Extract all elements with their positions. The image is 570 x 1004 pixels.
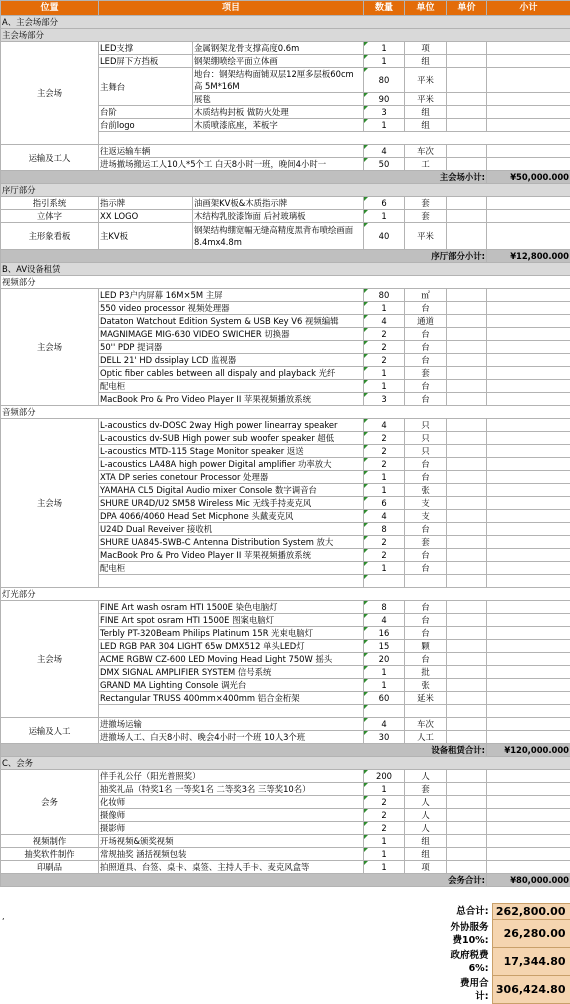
table-row: 主形象看板 主KV板 钢架结构绷宽幅无缝高精度黑背布喷绘画面8.4mx4.8m 40 平米	[1, 223, 570, 250]
header-row	[1, 1, 570, 16]
table-row: DELL 21' HD dssiplay LCD 监视器 2 台	[1, 354, 570, 367]
table-row: GRAND MA Lighting Console 调光台 1 张	[1, 679, 570, 692]
table-row: 视频制作 开场视频&颁奖视频 1 组	[1, 835, 570, 848]
table-row: 抽奖礼品（特奖1名 一等奖1名 二等奖3名 三等奖10名） 1 套	[1, 783, 570, 796]
table-row: 台前logo 木质喷漆底座，苯板字 1 组	[1, 119, 570, 132]
subsection-row: 主会场部分	[1, 29, 570, 42]
table-row: 主会场 L-acoustics dv-DOSC 2way High power linearray speaker 4 只	[1, 419, 570, 432]
section-row: A、主会场部分	[1, 16, 570, 29]
table-row: LED屏下方挡板 钢架绷喷绘平面立体画 1 组	[1, 55, 570, 68]
table-row: XTA DP series conetour Processor 处理器 1 台	[1, 471, 570, 484]
section-row: B、AV设备租赁	[1, 263, 570, 276]
subsection-row: 音频部分	[1, 406, 570, 419]
section-row: 序厅部分	[1, 184, 570, 197]
table-row: ACME RGBW CZ-600 LED Moving Head Light 750W 摇头 20 台	[1, 653, 570, 666]
table-row: Dataton Watchout Edition System & USB Key V6 视频编辑 4 通道	[1, 315, 570, 328]
table-row: 指引系统 指示牌 油画架KV板&木质指示牌 6 套	[1, 197, 570, 210]
col-price: 单价	[447, 1, 487, 16]
group-label: 运输及人工	[1, 718, 99, 744]
table-row: MAGNIMAGE MIG-630 VIDEO SWICHER 切换器 2 台	[1, 328, 570, 341]
table-row: SHURE UA845-SWB-C Antenna Distribution System 放大 2 套	[1, 536, 570, 549]
section-row: C、会务	[1, 757, 570, 770]
subtotal-row: 会务合计: ¥80,000.000	[1, 874, 570, 887]
table-row: 运输及人工 进撤场运输 4 车次	[1, 718, 570, 731]
table-row: L-acoustics dv-SUB High power sub woofer speaker 超低 2 只	[1, 432, 570, 445]
table-row: L-acoustics LA48A high power Digital amplifier 功率放大 2 台	[1, 458, 570, 471]
table-row: MacBook Pro & Pro Video Player II 苹果视频播放系统 3 台	[1, 393, 570, 406]
total-row: 政府税费 6%: 17,344.80	[0, 948, 570, 976]
table-row: LED RGB PAR 304 LIGHT 65w DMX512 单头LED灯 15 颗	[1, 640, 570, 653]
table-row: U24D Dual Reveiver 接收机 8 台	[1, 523, 570, 536]
table-row: 主会场 FINE Art wash osram HTI 1500E 染色电脑灯 8 台	[1, 601, 570, 614]
table-row: FINE Art spot osram HTI 1500E 图案电脑灯 4 台	[1, 614, 570, 627]
total-row: 费用合 计: 306,424.80	[0, 976, 570, 1004]
group-label: 主会场	[1, 289, 99, 406]
table-row: 进场撤场搬运工人10人*5个工 白天8小时一班，晚间4小时一 50 工	[1, 158, 570, 171]
table-row: 主舞台 地台：钢架结构面铺双层12厘多层板60cm高 5M*16M 80 平米	[1, 68, 570, 93]
table-row: MacBook Pro & Pro Video Player II 苹果视频播放系统 2 台	[1, 549, 570, 562]
col-item: 项目	[99, 1, 364, 16]
group-label: 运输及工人	[1, 145, 99, 171]
table-row: DMX SIGNAL AMPLIFIER SYSTEM 信号系统 1 批	[1, 666, 570, 679]
subsection-row: 灯光部分	[1, 588, 570, 601]
subsection-row: 视频部分	[1, 276, 570, 289]
table-row: 主会场 LED支撑 金属钢架龙骨支撑高度0.6m 1 项	[1, 42, 570, 55]
table-row: 台阶 木质结构封板 做防火处理 3 组	[1, 106, 570, 119]
table-row: 50'' PDP 提词器 2 台	[1, 341, 570, 354]
subtotal-row: 主会场小计: ¥50,000.000	[1, 171, 570, 184]
table-row: 立体字 XX LOGO 木结构乳胶漆饰面 后衬玻璃板 1 套	[1, 210, 570, 223]
table-row: 摄像师 2 人	[1, 809, 570, 822]
table-row: 会务 伴手礼公仔（阳光普照奖） 200 人	[1, 770, 570, 783]
table-row: 摄影师 2 人	[1, 822, 570, 835]
table-row: 化妆师 2 人	[1, 796, 570, 809]
total-row: 外协服务 费10%: 26,280.00	[0, 920, 570, 948]
col-subtotal: 小计	[487, 1, 570, 16]
subtotal-row: 设备租赁合计: ¥120,000.000	[1, 744, 570, 757]
table-row: 配电柜 1 台	[1, 562, 570, 575]
table-row: 运输及工人 往返运输车辆 4 车次	[1, 145, 570, 158]
table-row: 展毯 90 平米	[1, 93, 570, 106]
table-row: 抽奖软件制作 常规抽奖 涵括视频包装 1 组	[1, 848, 570, 861]
subtotal-row: 序厅部分小计: ¥12,800.000	[1, 250, 570, 263]
group-label: 主会场	[1, 601, 99, 718]
totals-block	[0, 903, 570, 1004]
col-unit: 单位	[405, 1, 447, 16]
table-row: 主会场 LED P3户内屏幕 16M×5M 主屏 80 ㎡	[1, 289, 570, 302]
col-position: 位置	[1, 1, 99, 16]
table-row: 印刷品 拍照道具、台签、桌卡、桌签、主持人手卡、麦克风盒等 1 项	[1, 861, 570, 874]
stray-mark: ,	[2, 912, 5, 921]
table-row: Terbly PT-320Beam Philips Platinum 15R 光束电脑灯 16 台	[1, 627, 570, 640]
table-row: Rectangular TRUSS 400mm×400mm 铝合金桁架 60 延米	[1, 692, 570, 705]
table-row: 进撤场人工、白天8小时、晚会4小时一个班 10人3个班 30 人工	[1, 731, 570, 744]
table-row: L-acoustics MTD-115 Stage Monitor speaker 返送 2 只	[1, 445, 570, 458]
col-qty: 数量	[364, 1, 405, 16]
table-row: DPA 4066/4060 Head Set Micphone 头戴麦克风 4 支	[1, 510, 570, 523]
total-row: 总合计: 262,800.00	[0, 904, 570, 920]
table-row: SHURE UR4D/U2 SM58 Wireless Mic 无线手持麦克风 6 支	[1, 497, 570, 510]
table-row: Optic fiber cables between all dispaly and playback 光纤 1 套	[1, 367, 570, 380]
table-row: YAMAHA CL5 Digital Audio mixer Console 数字调音台 1 张	[1, 484, 570, 497]
group-label: 主会场	[1, 42, 99, 145]
group-label: 主会场	[1, 419, 99, 588]
group-label: 会务	[1, 770, 99, 835]
table-row: 配电柜 1 台	[1, 380, 570, 393]
table-row: 550 video processor 视频处理器 1 台	[1, 302, 570, 315]
